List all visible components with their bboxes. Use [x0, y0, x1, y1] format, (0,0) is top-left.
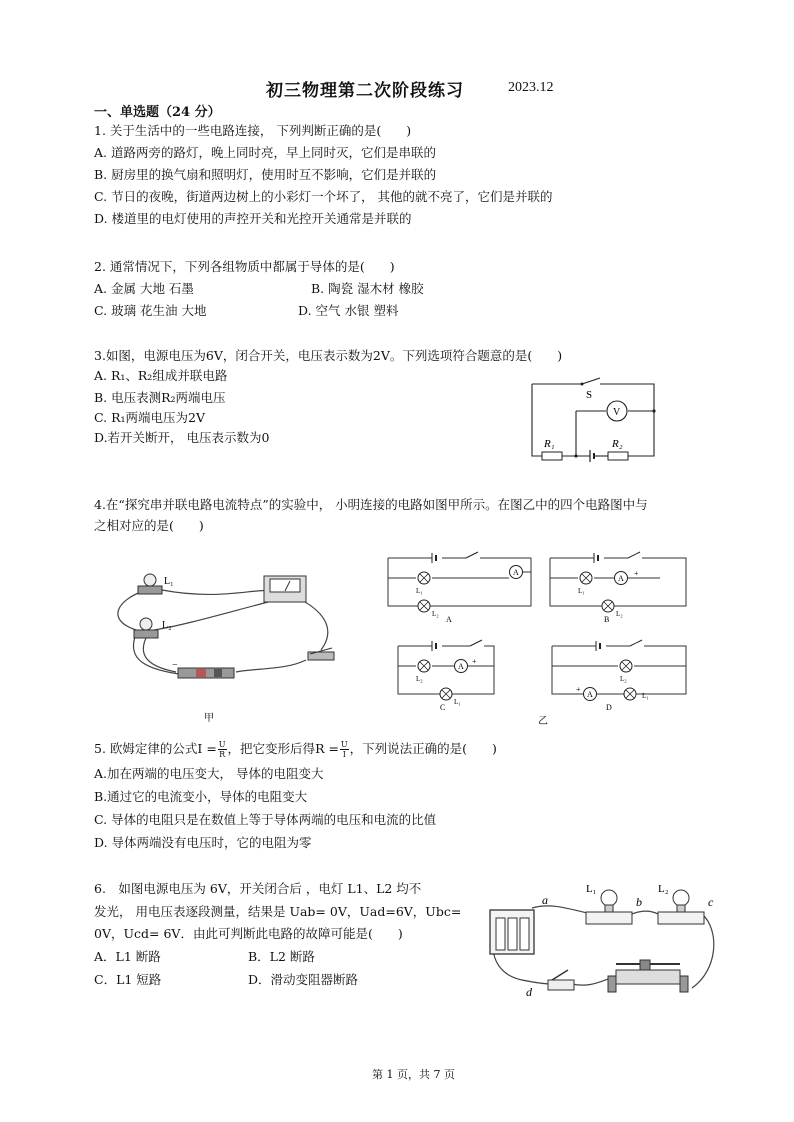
question-stem-line1: 4.在“探究串并联电路电流特点”的实验中， 小明连接的电路如图甲所示。在图乙中的四个电路图中与 [94, 497, 648, 512]
stem-prefix: 5. 欧姆定律的公式 [94, 741, 198, 756]
resistor-r2-icon [608, 452, 628, 460]
option-c-label: C [440, 703, 446, 712]
ammeter-label: A [458, 662, 464, 671]
fraction-numerator: U [218, 740, 226, 749]
l2-label: L₂ [416, 675, 423, 683]
option-b: B. 陶瓷 湿木材 橡胶 [311, 281, 424, 296]
ammeter-icon [264, 576, 306, 602]
stem-middle: ，把它变形后得 [227, 741, 316, 756]
option-d-label: D [606, 703, 612, 712]
option-b: B. 电压表测R₂两端电压 [94, 390, 226, 405]
option-c: C. 玻璃 花生油 大地 [94, 303, 207, 318]
lamp-l1-label: L₁ [164, 576, 174, 587]
formula2-fraction [340, 740, 349, 759]
option-c: C. R₁两端电压为2V [94, 410, 205, 425]
figure-yi-label: 乙 [538, 716, 548, 727]
point-d-label: d [526, 985, 532, 999]
l1-label: L₁ [586, 883, 597, 895]
option-d: D. 导体两端没有电压时，它的电阻为零 [94, 835, 312, 850]
lamp-l2-label: L₂ [162, 620, 172, 631]
l1-label: L₁ [454, 698, 461, 706]
option-a: A．L1 断路 [94, 949, 161, 964]
question-line2: 发光， 用电压表逐段测量，结果是 Uab= 0V，Uad=6V，Ubc= [94, 904, 462, 919]
option-b: B.通过它的电流变小，导体的电阻变大 [94, 789, 308, 804]
ammeter-label: A [618, 574, 624, 583]
question-stem: 3.如图，电源电压为6V，闭合开关，电压表示数为2V。下列选项符合题意的是( ) [94, 348, 563, 363]
fraction-denominator: R [219, 750, 226, 759]
q4-figure-jia [96, 560, 366, 730]
option-d: D.若开关断开， 电压表示数为0 [94, 430, 270, 445]
point-c-label: c [708, 895, 714, 909]
question-line3: 0V，Ucd= 6V．由此可判断此电路的故障可能是( ) [94, 926, 403, 941]
figure-jia-label: 甲 [204, 713, 214, 724]
l1-label: L₁ [642, 692, 649, 700]
battery-minus: − [172, 660, 178, 671]
point-b-label: b [636, 895, 642, 909]
formula-fraction [218, 740, 227, 759]
q3-circuit-diagram [520, 374, 660, 464]
option-b-label: B [604, 615, 610, 624]
option-a: A.加在两端的电压变大， 导体的电阻变大 [94, 766, 324, 781]
q4-figure-yi [386, 548, 692, 728]
formula2-left: R = [315, 741, 339, 756]
l1-label: L₁ [416, 587, 423, 595]
question-stem: 2. 通常情况下，下列各组物质中都属于导体的是( ) [94, 259, 395, 274]
voltmeter-label: V [613, 407, 621, 418]
option-b: B. 厨房里的换气扇和照明灯，使用时互不影响，它们是并联的 [94, 167, 437, 182]
lamp-l1-icon [138, 574, 162, 594]
fraction-denominator: I [342, 750, 346, 759]
question-stem [94, 739, 497, 759]
lamp-l1-icon [586, 890, 632, 924]
ammeter-label: A [513, 568, 519, 577]
battery-icon [178, 668, 234, 678]
formula-left: I = [197, 741, 217, 756]
circuit-option-a [388, 552, 531, 624]
circuit-option-d [552, 640, 686, 712]
stem-suffix: ，下列说法正确的是( ) [349, 741, 497, 756]
option-d: D. 楼道里的电灯使用的声控开关和光控开关通常是并联的 [94, 211, 412, 226]
switch-label: S [586, 389, 593, 401]
option-d: D. 空气 水银 塑料 [298, 303, 399, 318]
rheostat-icon [608, 960, 688, 992]
switch-icon [582, 378, 600, 384]
l2-label: L₂ [658, 883, 669, 895]
r1-label: R₁ [544, 438, 555, 450]
plus-sign: + [576, 685, 581, 694]
question-stem-line2: 之相对应的是( ) [94, 518, 204, 533]
q6-circuit-figure [482, 880, 722, 1000]
plus-sign: + [472, 657, 477, 666]
r2-label: R₂ [612, 438, 623, 450]
option-a: A. R₁、R₂组成并联电路 [94, 368, 228, 383]
option-a-label: A [446, 615, 452, 624]
l2-label: L₂ [620, 675, 627, 683]
circuit-option-b [550, 552, 686, 624]
option-c: C. 导体的电阻只是在数值上等于导体两端的电压和电流的比值 [94, 812, 437, 827]
plus-sign: + [634, 569, 639, 578]
circuit-option-c [398, 640, 494, 712]
question-line1: 6. 如图电源电压为 6V，开关闭合后 ，电灯 L1、L2 均不 [94, 881, 422, 896]
fraction-numerator: U [340, 740, 348, 749]
page-title: 初三物理第二次阶段练习 [266, 81, 464, 101]
l2-label: L₂ [432, 610, 439, 618]
lamp-l2-icon [658, 890, 704, 924]
l1-label: L₁ [578, 587, 585, 595]
lamp-l2-icon [134, 618, 158, 638]
l2-label: L₂ [616, 610, 623, 618]
option-c: C. 节日的夜晚，街道两边树上的小彩灯一个坏了， 其他的就不亮了，它们是并联的 [94, 189, 553, 204]
option-b: B．L2 断路 [248, 949, 315, 964]
option-c: C．L1 短路 [94, 972, 162, 987]
ammeter-label: A [587, 690, 593, 699]
question-stem: 1. 关于生活中的一些电路连接， 下列判断正确的是( ) [94, 123, 412, 138]
page-number: 第 1 页，共 7 页 [372, 1068, 455, 1081]
exam-date: 2023.12 [508, 80, 554, 95]
option-d: D．滑动变阻器断路 [248, 972, 359, 987]
switch-icon [548, 970, 574, 990]
option-a: A. 金属 大地 石墨 [94, 281, 194, 296]
battery-box-icon [490, 910, 534, 954]
option-a: A. 道路两旁的路灯，晚上同时亮，早上同时灭，它们是串联的 [94, 145, 436, 160]
resistor-r1-icon [542, 452, 562, 460]
section-title: 一、单选题（24 分） [94, 105, 221, 120]
point-a-label: a [542, 893, 548, 907]
